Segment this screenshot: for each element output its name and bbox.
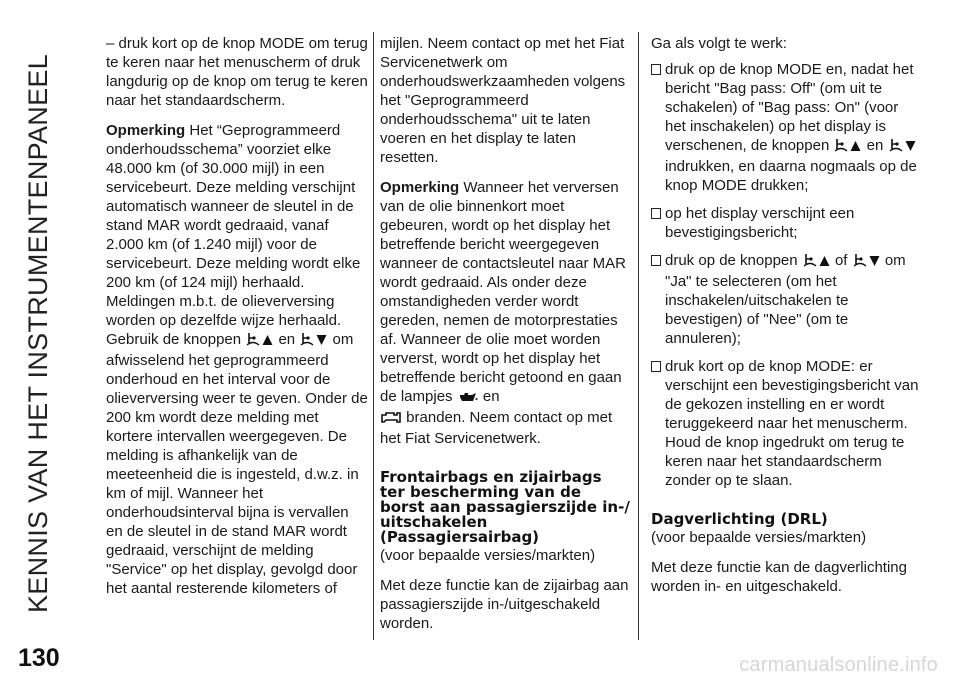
engine-icon <box>381 410 401 429</box>
list-item-text: indrukken, en daarna nogmaals op de knop MODE drukken; <box>665 158 917 194</box>
arrow-down-icon <box>905 138 916 157</box>
note-paragraph <box>380 178 630 448</box>
list-item <box>651 60 919 195</box>
dial-icon <box>300 331 314 351</box>
checkbox-bullet-icon <box>651 208 661 219</box>
dial-icon <box>834 137 848 157</box>
arrow-up-icon <box>850 138 861 157</box>
list-item-text: om "Ja" te selecteren (om het inschakelen/uitschakelen te bevestigen) of "Nee" (om te annuleren); <box>665 252 906 347</box>
list-item-text: op het display verschijnt een bevestigingsbericht; <box>665 205 855 241</box>
arrow-up-icon <box>262 332 273 351</box>
watermark: carmanualsonline.info <box>739 654 938 676</box>
paragraph: Met deze functie kan de zijairbag aan passagierszijde in-/uitgeschakeld worden. <box>380 577 629 632</box>
paragraph: Met deze functie kan de dagverlichting worden in- en uitgeschakeld. <box>651 559 907 595</box>
list-item-text: druk op de knop MODE en, nadat het bericht "Bag pass: Off" (om uit te schakelen) of "Bag pass: On" (voor het inschakelen) op het display is verschenen, de knoppen <box>665 61 914 154</box>
page-number: 130 <box>18 644 60 672</box>
list-item-text: druk kort op de knop MODE: er verschijnt een bevestigingsbericht van de gekozen instelling en er wordt teruggekeerd naar het menuscherm. Houd de knop ingedrukt om terug te keren naar het standaardscherm zonder op te slaan. <box>665 358 919 489</box>
arrow-down-icon <box>869 253 880 272</box>
conjunction: en <box>866 137 884 154</box>
list-item-text: druk op de knoppen <box>665 252 798 269</box>
note-text: Het “Geprogrammeerd onderhoudsschema” voorziet elke 48.000 km (of 30.000 mijl) in een servicebeurt. Deze melding verschijnt automatisch wanneer de sleutel in de stand MAR wordt gedraaid, vanaf 2.000 km (of 1.240 mijl) voor de servicebeurt. Deze melding wordt elke 200 km (of 124 mijl) herhaald. Meldingen m.b.t. de olieverversing worden op dezelfde wijze herhaald. Gebruik de knoppen <box>106 122 361 348</box>
list-item <box>651 357 919 490</box>
column-1 <box>106 34 368 609</box>
checkbox-bullet-icon <box>651 361 661 372</box>
section-title: KENNIS VAN HET INSTRUMENTENPANEEL <box>22 53 53 613</box>
arrow-up-icon <box>819 253 830 272</box>
paragraph: – druk kort op de knop MODE om terug te keren naar het menuscherm of druk langdurig op de knop om terug te keren naar het standaardscherm. <box>106 35 368 109</box>
section-subtitle: (voor bepaalde versies/markten) <box>380 547 596 564</box>
conjunction: of <box>834 252 848 269</box>
conjunction: en <box>278 331 296 348</box>
note-text: Wanneer het verversen van de olie binnenkort moet gebeuren, wordt op het display het betreffende bericht weergegeven wanneer de contactsleutel naar MAR wordt gedraaid. Als onder deze omstandigheden verder wordt gereden, nemen de motorprestaties af. Wanneer de olie moet worden ververst, wordt op het display het betreffende bericht getoond en gaan de lampjes <box>380 179 626 405</box>
note-label: Opmerking <box>380 179 460 196</box>
section-heading-airbags: Frontairbags en zijairbags ter bescherming van de borst aan passagierszijde in-/ uitschakelen (Passagiersairbag) <box>380 468 630 546</box>
list-item <box>651 251 919 348</box>
paragraph: Ga als volgt te werk: <box>651 35 787 52</box>
section-subtitle: (voor bepaalde versies/markten) <box>651 529 867 546</box>
paragraph: mijlen. Neem contact op met het Fiat Servicenetwerk om onderhoudswerkzaamheden volgens het "Geprogrammeerd onderhoudsschema" uit te laten voeren en het display te laten resetten. <box>380 35 626 166</box>
section-heading-drl: Dagverlichting (DRL) <box>651 510 828 528</box>
oil-can-icon <box>458 389 478 408</box>
section-title-vertical <box>8 28 68 638</box>
dial-icon <box>889 137 903 157</box>
column-divider-2 <box>638 32 639 640</box>
note-paragraph <box>106 121 368 598</box>
conjunction: en <box>482 388 500 405</box>
dial-icon <box>853 252 867 272</box>
note-text: branden. Neem contact op met het Fiat Servicenetwerk. <box>380 409 613 447</box>
checkbox-bullet-icon <box>651 255 661 266</box>
note-label: Opmerking <box>106 122 186 139</box>
column-3 <box>651 34 919 607</box>
arrow-down-icon <box>316 332 327 351</box>
note-text: om afwisselend het geprogrammeerd onderhoud en het interval voor de olieverversing weer te geven. Onder de 200 km wordt deze melding met kortere intervallen weergegeven. De melding is afhankelijk van de meeteenheid die is ingesteld, d.w.z. in km of mijl. Wanneer het onderhoudsinterval bijna is vervallen en de sleutel in de stand MAR wordt gedraaid, verschijnt de melding "Service" op het display, gevolgd door het aantal resterende kilometers of <box>106 331 368 597</box>
dial-icon <box>246 331 260 351</box>
column-2 <box>380 34 630 644</box>
dial-icon <box>803 252 817 272</box>
checkbox-bullet-icon <box>651 64 661 75</box>
column-divider-1 <box>373 32 374 640</box>
list-item <box>651 204 919 242</box>
